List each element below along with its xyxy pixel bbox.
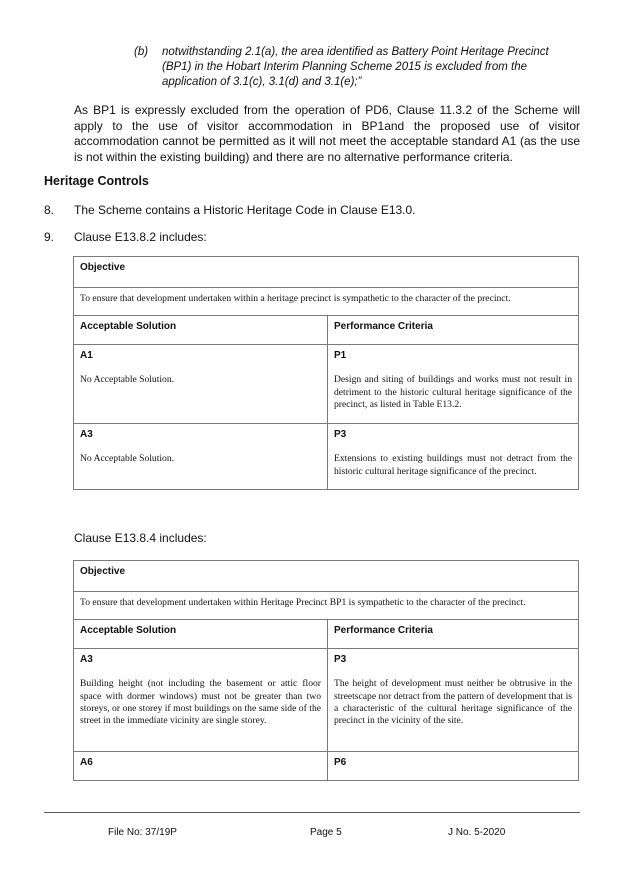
performance-criteria-cell: [328, 752, 579, 781]
objective-label: Objective: [74, 257, 579, 288]
objective-label: Objective: [74, 561, 579, 592]
table-row: [74, 345, 579, 424]
performance-criteria-cell: [328, 649, 579, 752]
clause-code: A3: [80, 654, 93, 665]
clause-text: Building height (not including the basement or attic floor space with dormer windows) must not be greater than two storeys, or one storey if most buildings on the same side of the street in the immediate vicinity are single storey.: [80, 678, 321, 727]
column-header-performance-criteria: Performance Criteria: [328, 316, 579, 345]
clause-text: No Acceptable Solution.: [80, 374, 175, 386]
objective-text: To ensure that development undertaken within Heritage Precinct BP1 is sympathetic to the character of the precinct.: [74, 592, 579, 620]
clause-text: The height of development must neither be obtrusive in the streetscape nor detract from the pattern of development that is a characteristic of the cultural heritage significance of the precinct in the vicinity of the site.: [334, 678, 572, 727]
clause-code: P3: [334, 654, 347, 665]
performance-criteria-cell: [328, 424, 579, 490]
column-header-performance-criteria: Performance Criteria: [328, 620, 579, 649]
clause-code: P3: [334, 429, 347, 440]
acceptable-solution-cell: [74, 752, 328, 781]
subclause-text: notwithstanding 2.1(a), the area identified as Battery Point Heritage Precinct (BP1) in the Hobart Interim Planning Scheme 2015 is excluded from the application of 3.1(c), 3.1(d) and 3.1(e);”: [162, 46, 549, 88]
clause-code: P1: [334, 350, 347, 361]
footer-divider: [44, 812, 580, 813]
table-row: [74, 649, 579, 752]
clause-code: A1: [80, 350, 93, 361]
clause-intro: Clause E13.8.4 includes:: [74, 531, 207, 545]
heritage-table-e13-8-4: [73, 560, 579, 781]
table-row: [74, 424, 579, 490]
clause-code: A3: [80, 429, 93, 440]
acceptable-solution-cell: [74, 345, 328, 424]
table-row: [74, 752, 579, 781]
objective-text: To ensure that development undertaken within a heritage precinct is sympathetic to the character of the precinct.: [74, 288, 579, 316]
clause-code: A6: [80, 757, 93, 768]
footer-page-number: Page 5: [310, 827, 342, 838]
performance-criteria-cell: [328, 345, 579, 424]
clause-text: Extensions to existing buildings must not detract from the historic cultural heritage significance of the precinct.: [334, 453, 572, 477]
clause-text: Design and siting of buildings and works must not result in detriment to the historic cultural heritage significance of the precinct, as listed in Table E13.2.: [334, 374, 572, 410]
column-header-acceptable-solution: Acceptable Solution: [74, 316, 328, 345]
item-number: 8.: [44, 203, 55, 217]
item-number: 9.: [44, 230, 55, 244]
body-paragraph: As BP1 is expressly excluded from the operation of PD6, Clause 11.3.2 of the Scheme will apply to the use of visitor accommodation in BP1and the proposed use of visitor accommodation cannot be permitted as it will not meet the acceptable standard A1 (as the use is not within the existing building) and there are no alternative performance criteria.: [74, 103, 580, 164]
footer-file-number: File No: 37/19P: [108, 827, 177, 838]
footer-job-number: J No. 5-2020: [448, 827, 506, 838]
clause-text: No Acceptable Solution.: [80, 453, 175, 465]
subclause-label: (b): [134, 46, 149, 58]
heritage-table-e13-8-2: [73, 256, 579, 490]
section-heading: Heritage Controls: [44, 174, 149, 188]
item-text: The Scheme contains a Historic Heritage Code in Clause E13.0.: [74, 203, 416, 217]
acceptable-solution-cell: [74, 649, 328, 752]
clause-code: P6: [334, 757, 347, 768]
column-header-acceptable-solution: Acceptable Solution: [74, 620, 328, 649]
acceptable-solution-cell: [74, 424, 328, 490]
item-text: Clause E13.8.2 includes:: [74, 230, 207, 244]
